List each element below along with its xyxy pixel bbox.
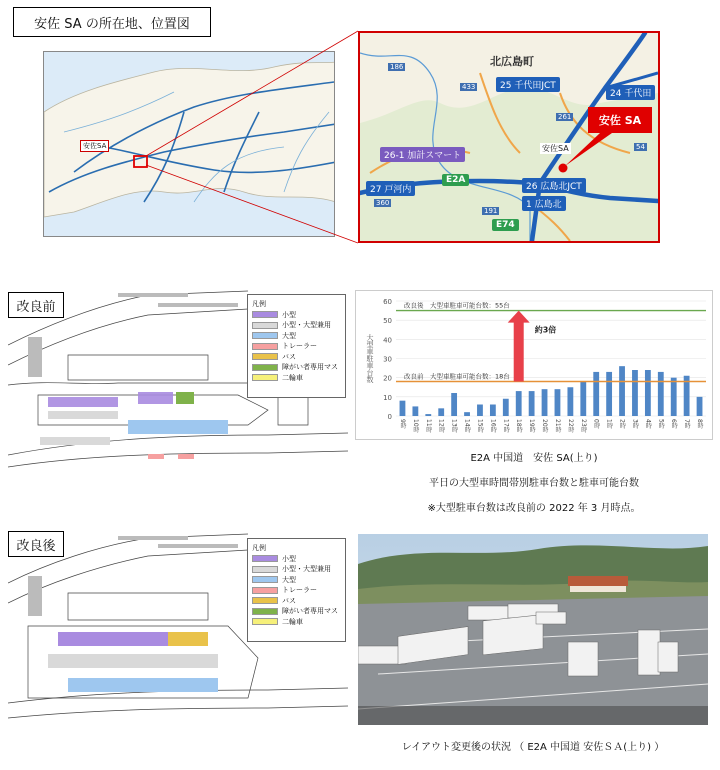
legend-swatch <box>252 608 278 615</box>
before-legend <box>247 294 346 398</box>
overview-sa-label: 安佐SA <box>80 140 109 152</box>
chart-bar <box>555 389 561 416</box>
chart-x-tick-label: 22時 <box>566 419 574 433</box>
after-photo <box>358 534 708 725</box>
legend-swatch <box>252 364 278 371</box>
chart-x-tick-label: 7時 <box>683 419 691 429</box>
chart-increase-arrow-shaft <box>514 321 524 382</box>
before-legend-item <box>252 373 341 383</box>
chart-bar <box>425 414 431 416</box>
chart-x-tick-label: 13時 <box>450 419 458 433</box>
chart-bar <box>697 397 703 416</box>
before-label: 改良前 <box>8 292 64 318</box>
before-legend-item <box>252 310 341 320</box>
shield-e74: E74 <box>492 219 519 231</box>
chart-bar <box>632 370 638 416</box>
chart-annotation: 約3倍 <box>534 325 557 335</box>
after-legend-item <box>252 554 341 564</box>
after-label: 改良後 <box>8 531 64 557</box>
chart-x-tick-label: 0時 <box>592 419 600 429</box>
after-legend-item <box>252 607 341 617</box>
legend-swatch <box>252 374 278 381</box>
route-191: 191 <box>484 207 498 215</box>
chart-y-tick-label: 50 <box>383 317 392 326</box>
detail-map <box>358 31 660 243</box>
chart-y-tick-label: 20 <box>383 374 392 383</box>
chart-x-tick-label: 18時 <box>515 419 523 433</box>
after-legend-item <box>252 575 341 585</box>
before-legend-item <box>252 363 341 373</box>
legend-text: 二輪車 <box>282 617 303 626</box>
chart-bar <box>606 372 612 416</box>
chart-y-tick-label: 40 <box>383 336 392 345</box>
sa-small-label: 安佐SA <box>542 144 569 153</box>
node-chiyoda-jct: 25 千代田JCT <box>496 77 560 92</box>
legend-text: 小型 <box>282 554 296 563</box>
chart-caption-2: 平日の大型車時間帯別駐車台数と駐車可能台数 <box>429 478 639 489</box>
chart-bar <box>645 370 651 416</box>
legend-swatch <box>252 618 278 625</box>
node-hiroshima-kita-jct: 26 広島北JCT <box>522 178 586 193</box>
route-360: 360 <box>376 199 390 207</box>
after-legend-item <box>252 617 341 627</box>
after-legend <box>247 538 346 642</box>
legend-swatch <box>252 353 278 360</box>
sa-callout: 安佐 SA <box>588 107 652 133</box>
chart-y-tick-label: 0 <box>387 413 392 421</box>
chart-bar <box>400 401 406 416</box>
legend-swatch <box>252 587 278 594</box>
legend-text: 障がい者専用マス <box>282 363 338 372</box>
legend-text: 小型・大型兼用 <box>282 565 331 574</box>
chart-bar <box>580 382 586 417</box>
chart-bar <box>451 393 457 416</box>
location-title: 安佐 SA の所在地、位置図 <box>13 7 211 37</box>
chart-y-tick-label: 60 <box>383 298 392 306</box>
chart-bar <box>438 408 444 416</box>
chart-x-tick-label: 10時 <box>411 419 419 433</box>
chart-bar <box>490 405 496 417</box>
after-legend-item <box>252 586 341 596</box>
after-legend-item <box>252 565 341 575</box>
before-legend-title: 凡例 <box>252 300 266 308</box>
chart-increase-arrow-head <box>508 311 530 323</box>
chart-bar <box>503 399 509 416</box>
node-chiyoda: 24 千代田 <box>606 85 655 100</box>
parking-chart-svg <box>356 291 714 441</box>
after-legend-item <box>252 596 341 606</box>
chart-bar <box>593 372 599 416</box>
chart-bar <box>619 366 625 416</box>
chart-x-tick-label: 17時 <box>502 419 510 433</box>
legend-swatch <box>252 566 278 573</box>
route-54: 54 <box>636 143 645 151</box>
chart-bar <box>516 391 522 416</box>
photo-caption: レイアウト変更後の状況 （ E2A 中国道 安佐ＳＡ(上り) ） <box>401 742 665 753</box>
chart-x-tick-label: 20時 <box>541 419 549 433</box>
before-legend-item <box>252 342 341 352</box>
route-186: 186 <box>390 63 404 71</box>
after-photo-graphic <box>358 534 708 725</box>
chart-bar <box>464 412 470 416</box>
detail-town-label: 北広島町 <box>490 55 534 68</box>
chart-x-tick-label: 21時 <box>553 419 561 433</box>
legend-text: バス <box>282 596 296 605</box>
chart-x-tick-label: 8時 <box>696 419 704 429</box>
legend-text: 大型 <box>282 331 296 340</box>
chart-caption-3: ※大型駐車台数は改良前の 2022 年 3 月時点。 <box>427 503 641 514</box>
callout-pointer <box>360 33 658 241</box>
chart-x-tick-label: 6時 <box>670 419 678 429</box>
chart-x-tick-label: 16時 <box>489 419 497 433</box>
chart-x-tick-label: 14時 <box>463 419 471 433</box>
parking-chart <box>355 290 713 440</box>
node-hiroshima-kita: 1 広島北 <box>522 196 566 211</box>
chart-y-tick-label: 30 <box>383 355 392 364</box>
route-433: 433 <box>462 83 476 91</box>
legend-text: バス <box>282 352 296 361</box>
node-kake-smart: 26-1 加計スマート <box>380 147 465 162</box>
chart-reference-label: 改良後 大型車駐車可能台数：55台 <box>404 301 510 310</box>
chart-x-tick-label: 9時 <box>398 419 406 429</box>
legend-swatch <box>252 311 278 318</box>
legend-swatch <box>252 332 278 339</box>
chart-x-tick-label: 4時 <box>644 419 652 429</box>
legend-swatch <box>252 597 278 604</box>
after-legend-title: 凡例 <box>252 544 266 552</box>
legend-text: トレーラー <box>282 342 317 351</box>
chart-bar <box>529 391 535 416</box>
before-legend-item <box>252 331 341 341</box>
chart-bar <box>671 378 677 416</box>
chart-x-tick-label: 2時 <box>618 419 626 429</box>
legend-text: 小型 <box>282 310 296 319</box>
legend-text: トレーラー <box>282 586 317 595</box>
node-togouchi: 27 戸河内 <box>366 181 415 196</box>
chart-x-tick-label: 19時 <box>528 419 536 433</box>
chart-caption-1: E2A 中国道 安佐 SA(上り) <box>470 453 598 464</box>
legend-text: 小型・大型兼用 <box>282 321 331 330</box>
before-legend-item <box>252 352 341 362</box>
legend-swatch <box>252 322 278 329</box>
chart-x-tick-label: 15時 <box>476 419 484 433</box>
chart-x-tick-label: 23時 <box>579 419 587 433</box>
chart-y-axis-label: 大型車駐車台数 <box>366 334 374 383</box>
legend-swatch <box>252 555 278 562</box>
legend-text: 大型 <box>282 575 296 584</box>
chart-bar <box>542 389 548 416</box>
chart-bar <box>477 405 483 417</box>
chart-reference-label: 改良前 大型車駐車可能台数：18台 <box>404 372 510 381</box>
chart-x-tick-label: 12時 <box>437 419 445 433</box>
legend-swatch <box>252 576 278 583</box>
chart-x-tick-label: 11時 <box>424 419 432 433</box>
chart-bar <box>658 372 664 416</box>
shield-e2a: E2A <box>442 174 469 186</box>
legend-swatch <box>252 343 278 350</box>
chart-x-tick-label: 1時 <box>605 419 613 429</box>
chart-x-tick-label: 3時 <box>631 419 639 429</box>
route-261: 261 <box>558 113 572 121</box>
chart-bar <box>412 406 418 416</box>
chart-y-tick-label: 10 <box>383 393 392 402</box>
legend-text: 二輪車 <box>282 373 303 382</box>
before-legend-item <box>252 321 341 331</box>
legend-text: 障がい者専用マス <box>282 607 338 616</box>
chart-x-tick-label: 5時 <box>657 419 665 429</box>
chart-bar <box>567 387 573 416</box>
